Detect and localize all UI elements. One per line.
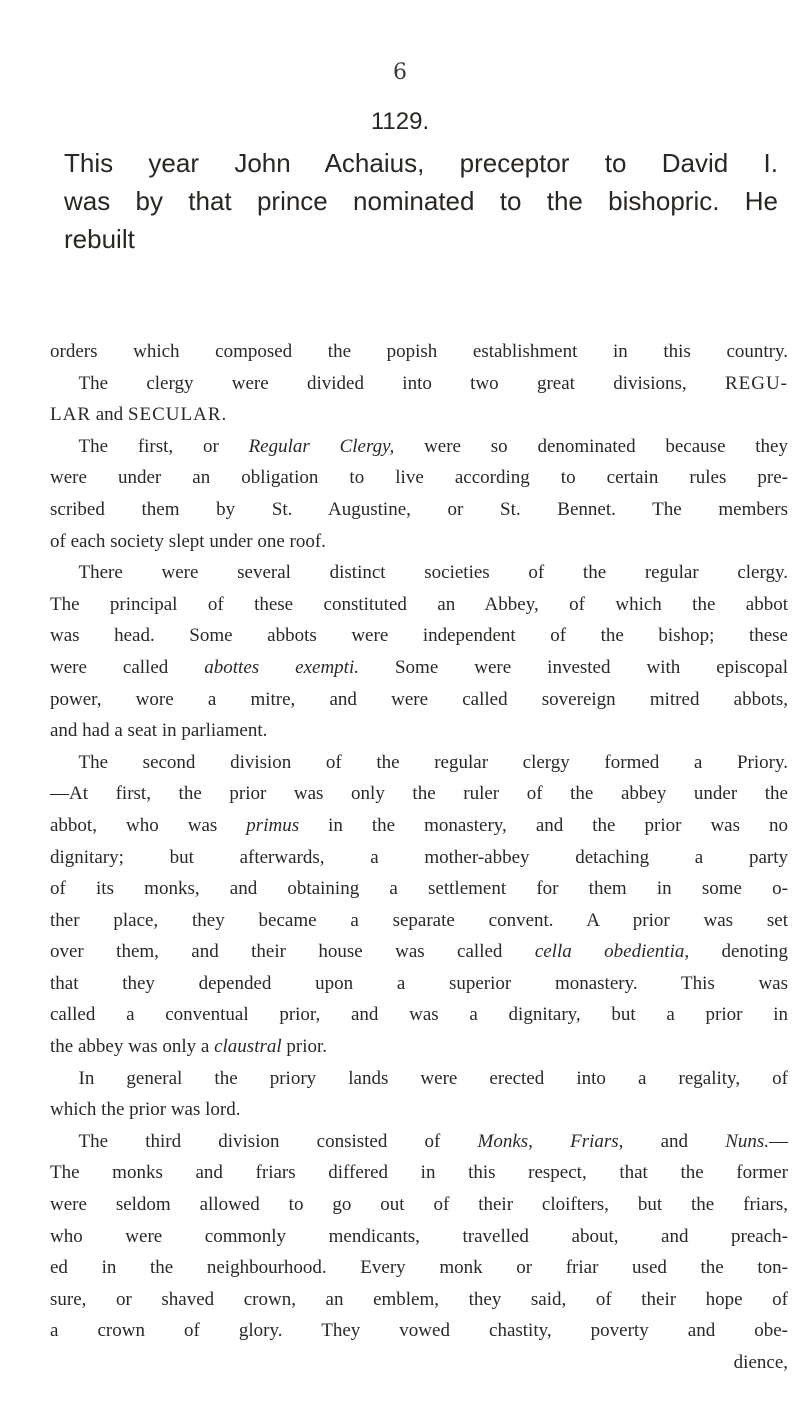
- text-line: ther place, they became a separate convent. A prior was set: [50, 909, 788, 931]
- paragraph: [50, 747, 788, 1063]
- text-run: The clergy were divided into two great divisions,: [78, 372, 725, 394]
- text-line: [50, 652, 788, 684]
- text-line: ed in the neighbourhood. Every monk or friar used the ton-: [50, 1257, 788, 1279]
- text-line: scribed them by St. Augustine, or St. Bennet. The members: [50, 498, 788, 520]
- text-line: of its monks, and obtaining a settlement for them in some o-: [50, 878, 788, 900]
- text-line: power, wore a mitre, and were called sovereign mitred abbots,: [50, 688, 788, 710]
- text-line: were seldom allowed to go out of their cloifters, but the friars,: [50, 1194, 788, 1216]
- text-run: abottes exempti.: [204, 656, 359, 678]
- text-line: were under an obligation to live according to certain rules pre-: [50, 467, 788, 489]
- text-run: SECULAR.: [127, 404, 228, 426]
- text-run: and: [91, 404, 128, 426]
- catchword: dience,: [733, 1352, 788, 1373]
- text-line: —At first, the prior was only the ruler of the abbey under the: [50, 783, 788, 805]
- text-line: [50, 368, 788, 400]
- intro-line: This year John Achaius, preceptor to David I.: [64, 148, 778, 178]
- text-run: the abbey was only a: [50, 1036, 215, 1058]
- text-line: of each society slept under one roof.: [50, 530, 326, 552]
- text-run: [533, 1131, 570, 1152]
- text-line: [50, 431, 788, 463]
- text-line: a crown of glory. They vowed chastity, poverty and obe-: [50, 1320, 788, 1342]
- body-text: [50, 336, 788, 1379]
- paragraph: [50, 1126, 788, 1379]
- text-run: REGU-: [724, 372, 788, 394]
- paragraph: [50, 557, 788, 747]
- text-line: [50, 936, 788, 968]
- text-run: There were several distinct societies of the regular clergy.: [78, 562, 788, 584]
- text-line: dignitary; but afterwards, a mother-abbey detaching a party: [50, 846, 788, 868]
- text-run: —: [769, 1130, 789, 1152]
- text-run: The third division consisted of: [78, 1130, 478, 1152]
- year-heading: 1129.: [370, 108, 430, 135]
- text-run: Regular Clergy,: [248, 435, 395, 457]
- text-run: over them, and their house was called: [50, 941, 535, 963]
- text-line: sure, or shaved crown, an emblem, they said, of their hope of: [50, 1288, 788, 1310]
- text-run: were called: [50, 656, 205, 678]
- text-run: denoting: [689, 941, 788, 963]
- catchword: rebuilt: [64, 224, 135, 254]
- text-run: Some were invested with episcopal: [358, 656, 788, 678]
- intro-paragraph: [64, 144, 778, 258]
- text-line: which the prior was lord.: [50, 1099, 241, 1121]
- text-run: cella obedientia,: [534, 941, 690, 963]
- text-run: in the monastery, and the prior was no: [299, 814, 789, 836]
- text-run: were so denominated because they: [394, 435, 788, 457]
- text-run: primus: [246, 814, 300, 836]
- text-line: [50, 1031, 788, 1063]
- paragraph: [50, 431, 788, 557]
- paragraph: [50, 336, 788, 368]
- text-run: The second division of the regular clergy formed a Priory.: [78, 751, 788, 773]
- text-run: Nuns.: [725, 1130, 770, 1152]
- text-line: [50, 1126, 788, 1158]
- text-run: claustral: [214, 1036, 282, 1058]
- intro-line: was by that prince nominated to the bishopric. He: [64, 186, 778, 216]
- paragraph: [50, 368, 788, 431]
- page-number: 6: [393, 60, 407, 85]
- text-line: and had a seat in parliament.: [50, 720, 268, 742]
- text-line: [50, 399, 788, 431]
- text-run: Friars,: [570, 1130, 624, 1152]
- text-line: The principal of these constituted an Abbey, of which the abbot: [50, 593, 788, 615]
- text-line: [50, 747, 788, 779]
- text-line: [50, 810, 788, 842]
- text-line: called a conventual prior, and was a dignitary, but a prior in: [50, 1004, 788, 1026]
- text-line: who were commonly mendicants, travelled about, and preach-: [50, 1225, 788, 1247]
- text-run: and: [623, 1130, 726, 1152]
- text-line: was head. Some abbots were independent of the bishop; these: [50, 625, 788, 647]
- text-line: [50, 1063, 788, 1095]
- text-run: LAR: [50, 404, 91, 426]
- text-line: that they depended upon a superior monastery. This was: [50, 972, 788, 994]
- paragraph: [50, 1063, 788, 1126]
- text-line: The monks and friars differed in this respect, that the former: [50, 1162, 788, 1184]
- text-run: abbot, who was: [50, 814, 247, 836]
- text-run: In general the priory lands were erected into a regality, of: [78, 1067, 788, 1089]
- text-run: prior.: [281, 1036, 328, 1058]
- text-line: [50, 557, 788, 589]
- text-run: The first, or: [78, 435, 249, 457]
- text-run: Monks,: [477, 1130, 533, 1152]
- text-line: orders which composed the popish establishment in this country.: [50, 341, 788, 362]
